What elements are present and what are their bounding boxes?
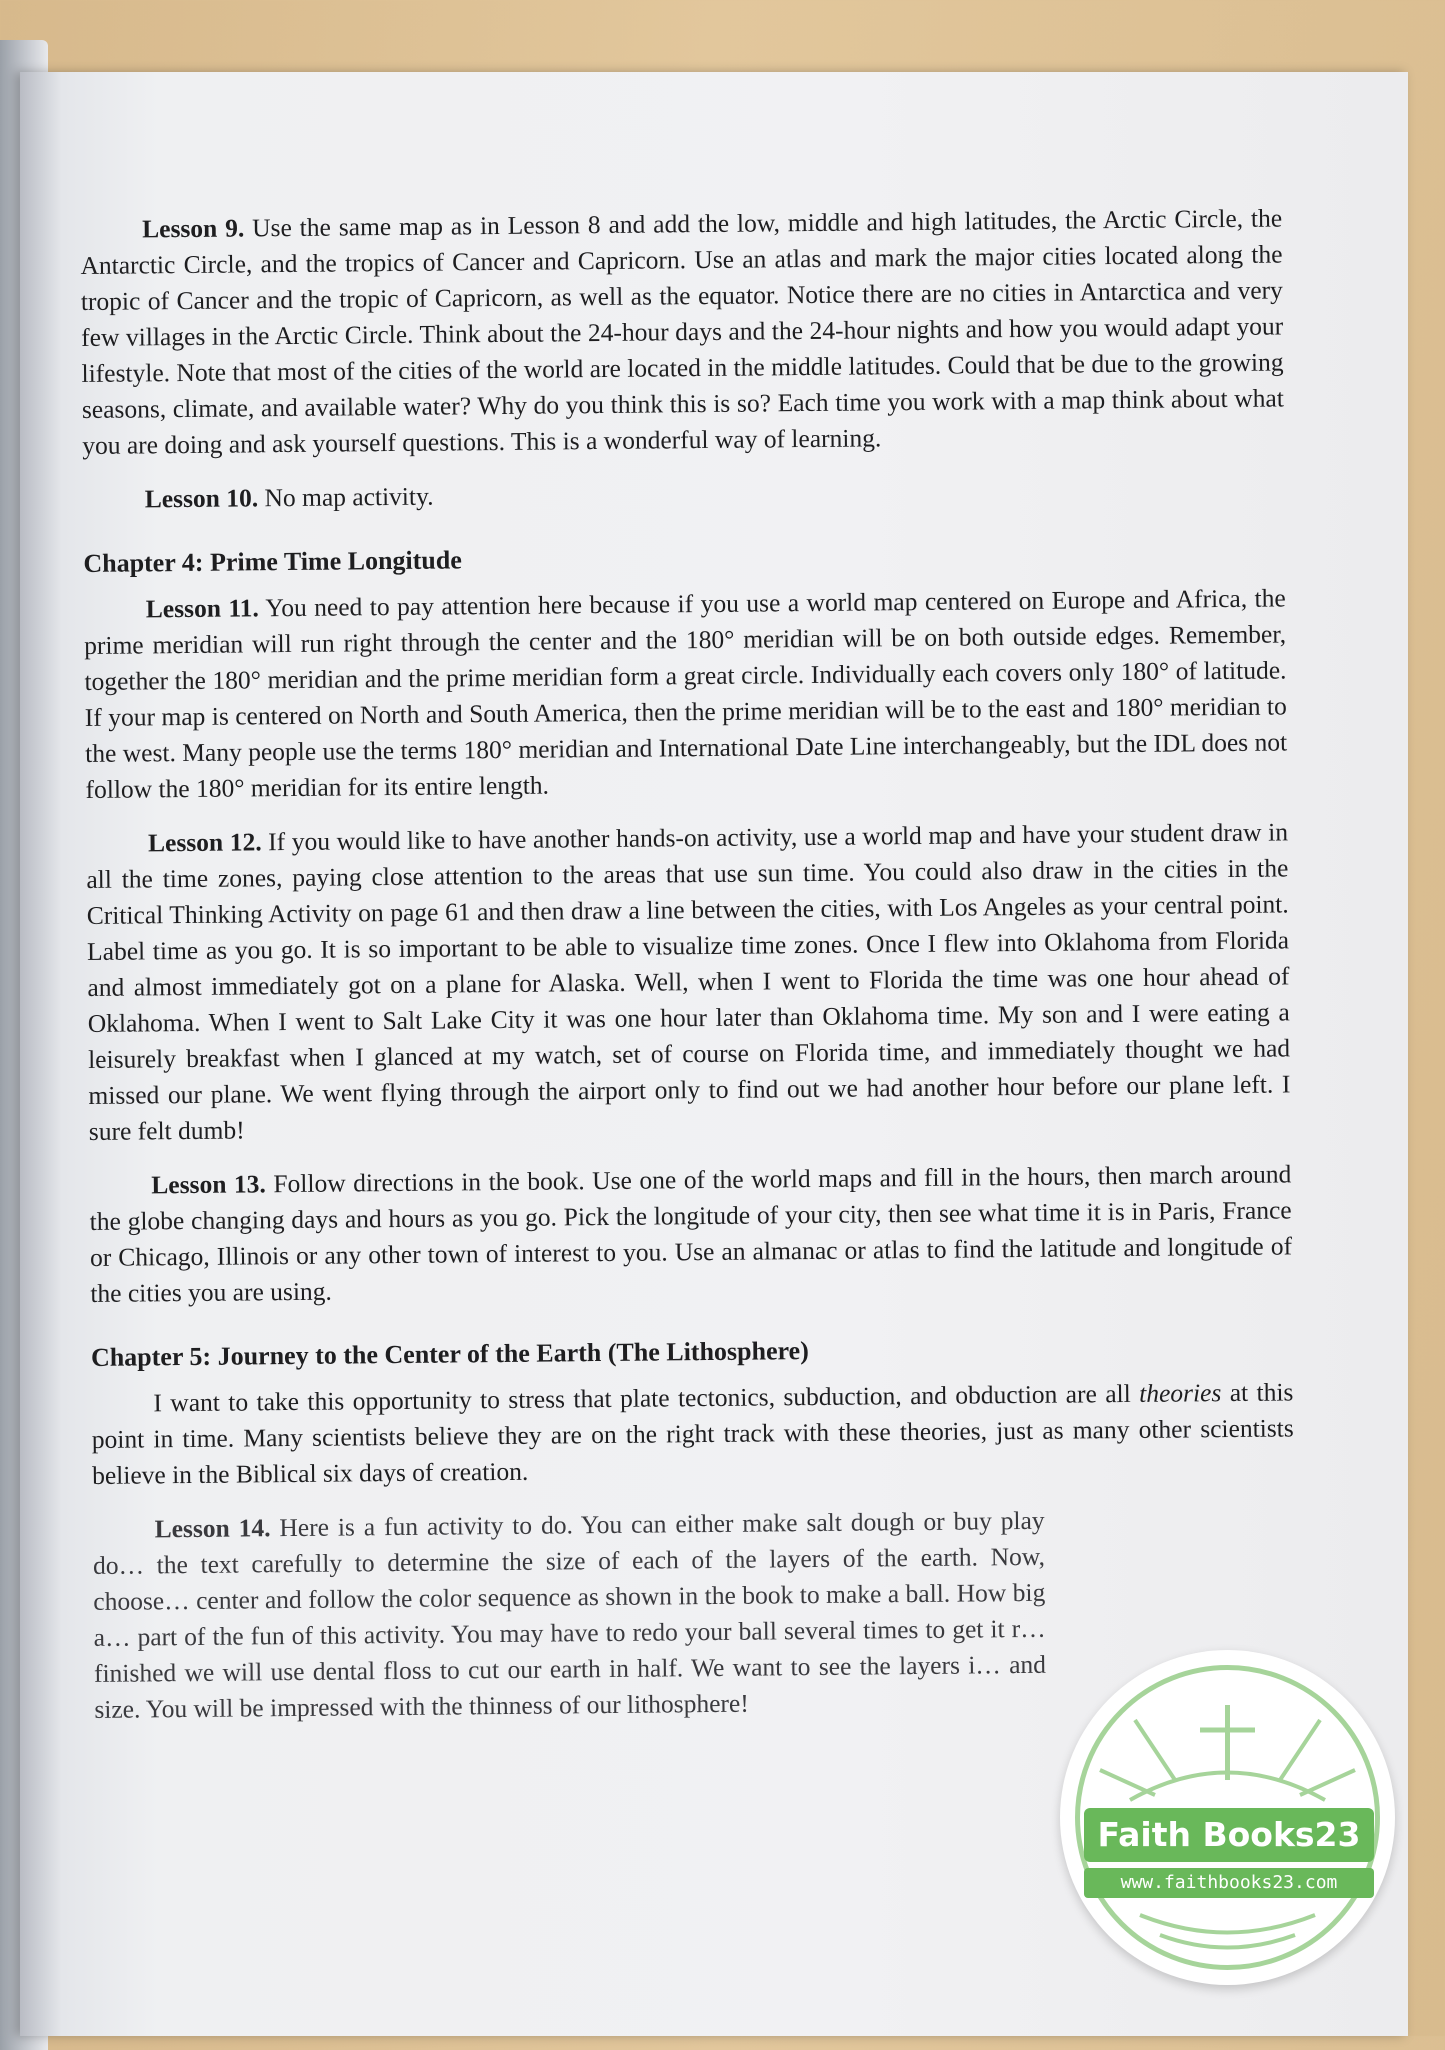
lesson-12-label: Lesson 12. [147, 827, 262, 858]
chapter-5-heading: Chapter 5: Journey to the Center of the Earth (The Lithosphere) [90, 1336, 809, 1372]
faithbooks-watermark-badge [1060, 1650, 1395, 1985]
lesson-11-paragraph [84, 580, 1288, 808]
watermark-url: www.faithbooks23.com [1084, 1868, 1374, 1898]
lesson-10-paragraph [83, 470, 1285, 518]
lesson-12-paragraph [86, 814, 1291, 1150]
lesson-13-label: Lesson 13. [151, 1169, 266, 1200]
lesson-9-text: Use the same map as in Lesson 8 and add the low, middle and high latitudes, the Arctic Circle, the Antarctic Circle, and the tropics of Cancer and Capricorn. Use an atlas and mark the major cities located along the tropic of Cancer and the tropic of Capricorn, as well as the equator. Notice there are no cities in Antarctica and very few villages in the Arctic Circle. Think about the 24-hour days and the 24-hour nights and how you would adapt your lifestyle. Note that most of the cities of the world are located in the middle latitudes. Could that be due to the growing seasons, climate, and available water? Why do you think this is so? Each time you work with a map think about what you are doing and ask yourself questions. This is a wonderful way of learning. [80, 203, 1284, 460]
lesson-13-paragraph [89, 1156, 1292, 1312]
lesson-9-label: Lesson 9. [142, 213, 245, 244]
chapter-4-heading: Chapter 4: Prime Time Longitude [83, 545, 462, 578]
lesson-13-text: Follow directions in the book. Use one of the world maps and fill in the hours, then march around the globe changing days and hours as you go. Pick the longitude of your city, then see what time it is in Paris, France or Chicago, Illinois or any other town of interest to you. Use an almanac or atlas to find the latitude and longitude of the cities you are using. [89, 1159, 1293, 1308]
chapter-5-intro-before: I want to take this opportunity to stress that plate tectonics, subduction, and obduction are all [153, 1378, 1140, 1418]
lesson-14-text: Here is a fun activity to do. You can either make salt dough or buy play do… the text carefully to determine the size of each of the layers of the earth. Now, choose… center and follow the color sequence as shown in the book to make a ball. How big a… part of the fun of this activity. You may have to redo your ball several times to get it r… finished we will use dental floss to cut our earth in half. We want to see the layers i… and size. You will be impressed with the thinness of our lithosphere! [92, 1505, 1047, 1724]
lesson-12-text: If you would like to have another hands-on activity, use a world map and have your student draw in all the time zones, paying close attention to the areas that use sun time. You could also draw in the cities in the Critical Thinking Activity on page 61 and then draw a line between the cities, with Los Angeles as your central point. Label time as you go. It is so important to be able to visualize time zones. Once I flew into Oklahoma from Florida and almost immediately got on a plane for Alaska. Well, when I went to Florida the time was one hour ahead of Oklahoma. When I went to Salt Lake City it was one hour later than Oklahoma time. My son and I were eating a leisurely breakfast when I glanced at my watch, set of course on Florida time, and immediately thought we had missed our plane. We went flying through the airport only to find out we had another hour before our plane left. I sure felt dumb! [86, 817, 1291, 1146]
lesson-11-text: You need to pay attention here because if you use a world map centered on Europe and Africa, the prime meridian will run right through the center and the 180° meridian will be on both outside edges. Remember, together the 180° meridian and the prime meridian form a great circle. Individually each covers only 180° of latitude. If your map is centered on North and South America, then the prime meridian will be to the east and 180° meridian to the west. Many people use the terms 180° meridian and International Date Line interchangeably, but the IDL does not follow the 180° meridian for its entire length. [84, 583, 1288, 804]
chapter-5-intro-after: at this point in time. Many scientists believe they are on the right track with these theories, just as many other scientists believe in the Biblical six days of creation. [91, 1377, 1294, 1490]
chapter-5-intro-paragraph [91, 1374, 1294, 1494]
lesson-9-paragraph [80, 200, 1284, 464]
lesson-10-label: Lesson 10. [144, 483, 259, 514]
chapter-5-intro-emphasis: theories [1139, 1378, 1222, 1408]
lesson-11-label: Lesson 11. [145, 593, 259, 624]
page-content [80, 200, 1297, 1745]
watermark-brand-label: Faith Books23 [1084, 1808, 1374, 1862]
lesson-10-text: No map activity. [257, 481, 434, 513]
lesson-14-label: Lesson 14. [154, 1513, 271, 1544]
